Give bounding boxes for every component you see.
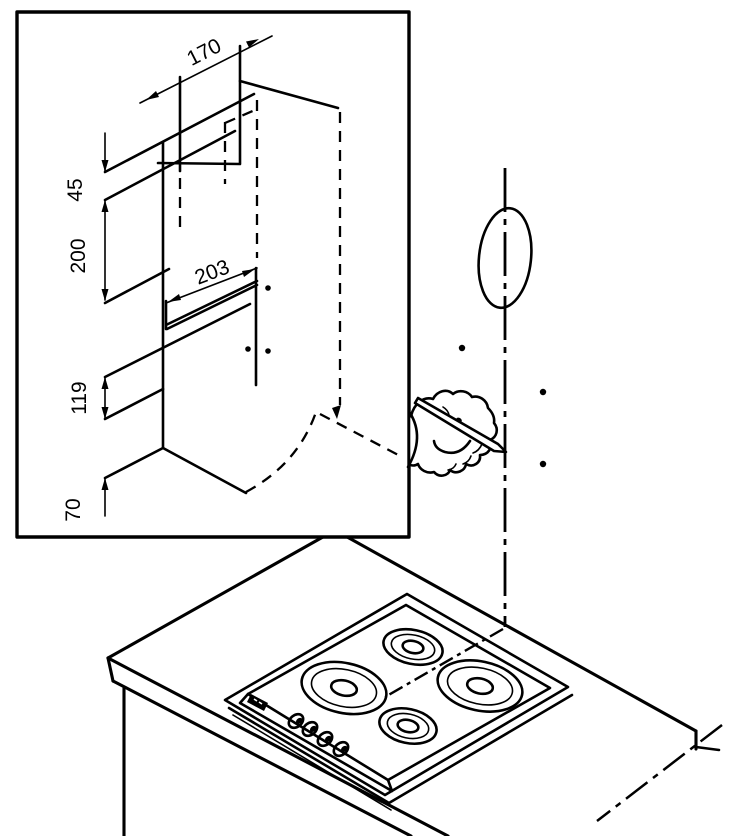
dim-label-45: 45 (64, 178, 87, 202)
dim-label-119: 119 (68, 381, 91, 415)
dim-label-200: 200 (67, 238, 90, 274)
cooktop (225, 594, 572, 810)
dim-label-70: 70 (62, 498, 85, 522)
dim-label-170: 170 (183, 34, 226, 71)
inset-panel (17, 12, 409, 537)
drill-mark-dot (540, 461, 546, 467)
hand-pencil-icon (408, 391, 506, 476)
counter-break-centerline (597, 725, 722, 821)
drill-mark-dot (459, 345, 465, 351)
hood-top-edge (158, 163, 240, 164)
dim-label-203: 203 (191, 255, 233, 290)
counter-right-break-tick (696, 747, 719, 750)
counter-back-left-edge (108, 533, 330, 658)
drill-mark-dot (540, 389, 546, 395)
